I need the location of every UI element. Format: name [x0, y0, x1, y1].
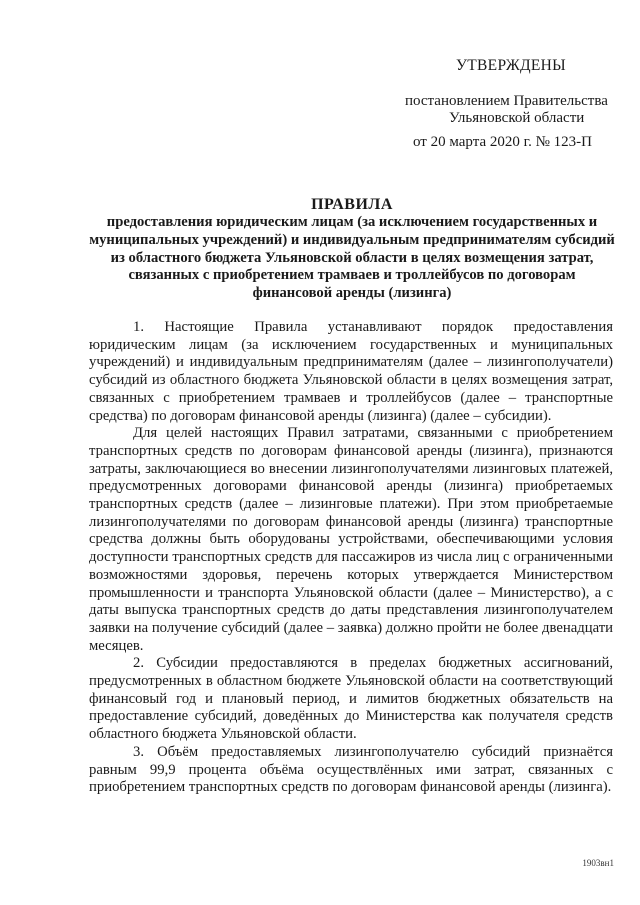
paragraph-2: Для целей настоящих Правил затратами, связанными с приобретением транспортных средств по договорам финансовой аренды (лизинга), признаются затраты, заключающиеся во внесении лизингополучателями лизинговых платежей, предусмотренных договорами финансовой аренды (лизинга) приобретаемых транспортных средств (далее – лизинговые платежи). При этом приобретаемые лизингополучателями по договорам финансовой аренды (лизинга) транспортные средства должны быть оборудованы устройствами, обеспечивающими условия доступности транспортных средств для пассажиров из числа лиц с ограниченными возможностями здоровья, перечень которых утверждается Министерством промышленности и транспорта Ульяновской области (далее – Министерство), а с даты выпуска транспортных средств до даты представления лизингополучателем заявки на получение субсидий (далее – заявка) должно пройти не более двенадцати месяцев. — [89, 425, 613, 654]
paragraph-4: 3. Объём предоставляемых лизингополучателю субсидий признаётся равным 99,9 процента объёма осуществлённых ими затрат, связанных с приобретением транспортных средств по договорам финансовой аренды (лизинга). — [89, 743, 613, 796]
approval-region-line: Ульяновской области — [449, 110, 585, 126]
footer-document-code: 1903вн1 — [582, 858, 614, 868]
paragraph-3: 2. Субсидии предоставляются в пределах бюджетных ассигнований, предусмотренных в областном бюджете Ульяновской области на соответствующий финансовый год и плановый период, и лимитов бюджетных обязательств на предоставление субсидий, доведённых до Министерства как получателя средств областного бюджета Ульяновской области. — [89, 655, 613, 743]
document-subtitle: предоставления юридическим лицам (за исключением государственных и муниципальных учреждений) и индивидуальным предпринимателям субсидий из областного бюджета Ульяновской области в целях возмещения затрат, связанных с приобретением трамваев и троллейбусов по договорам финансовой аренды (лизинга) — [89, 214, 615, 302]
approval-decree-line: постановлением Правительства — [405, 93, 608, 109]
paragraph-1: 1. Настоящие Правила устанавливают порядок предоставления юридическим лицам (за исключением государственных и муниципальных учреждений) и индивидуальным предпринимателям (далее – лизингополучатели) субсидий из областного бюджета Ульяновской области в целях возмещения затрат, связанных с приобретением трамваев и троллейбусов (далее – транспортные средства) по договорам финансовой аренды (лизинга) (далее – субсидии). — [89, 319, 613, 424]
approved-heading: УТВЕРЖДЕНЫ — [456, 57, 566, 74]
document-title: ПРАВИЛА — [311, 196, 393, 213]
title-block — [88, 196, 616, 303]
approval-date-line: от 20 марта 2020 г. № 123-П — [413, 134, 592, 150]
document-body — [89, 319, 613, 797]
